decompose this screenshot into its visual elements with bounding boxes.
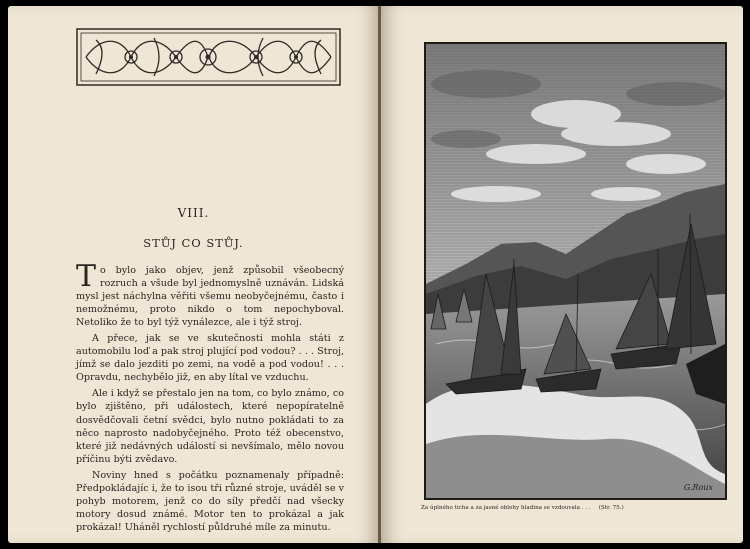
paragraph-1: To bylo jako objev, jenž způsobil všeobecný rozruch a všude byl jednomyslně uznáván. Lidská mysl jest náchylna věřiti všemu neobyčejnému, často i nemožnému, proto nikdo o tom nepochyboval. Netoliko že to byl týž vynálezce, ale i týž stroj. (76, 259, 344, 329)
ornamental-header-icon (76, 28, 341, 86)
chapter-body-text (76, 259, 344, 537)
left-page (8, 6, 379, 543)
right-page (381, 6, 743, 543)
chapter-number: VIII. (177, 206, 210, 220)
paragraph-3: Ale i když se přestalo jen na tom, co bylo známo, co bylo zjištěno, při událostech, které nepopíratelně dosvědčovali četní svědci, bylo nutno pokládati to za něco naprosto nadobyčejného. Proto též obecenstvo, které již nedávných událostí si nevšímalo, mělo novou příčinu býti zvědavo. (76, 388, 344, 465)
drop-cap: T (76, 259, 97, 294)
paragraph-4: Noviny hned s počátku poznamenaly případně: Předpokládajíc i, že to isou tři různé stroje, uváděl se v pohyb motorem, jenž co do síly předčí nad všecky motory dosud známé. Motor ten to prokázal a jak prokázal! Uháněl rychlostí půldruhé míle za minutu. (76, 469, 344, 533)
artist-signature: G.Roux (683, 483, 713, 492)
chapter-title: STŮJ CO STŮJ. (143, 236, 244, 250)
illustration-caption: Za úplného ticha a za jasné oblohy hladina se vzdouvala . . . (Str. 75.) (421, 505, 624, 511)
page-reference: (Str. 75.) (598, 505, 624, 511)
illustration-frame (424, 42, 727, 500)
paragraph-2: A přece, jak se ve skutečnosti mohla státi z automobilu loď a pak stroj plující pod vodou? . . . Stroj, jímž se dalo jezditi po zemi, na vodě a pod vodou! . . . Opravdu, nechybělo již, en aby lítal ve vzduchu. (76, 333, 344, 384)
sailboats-in-storm-icon (426, 44, 725, 498)
